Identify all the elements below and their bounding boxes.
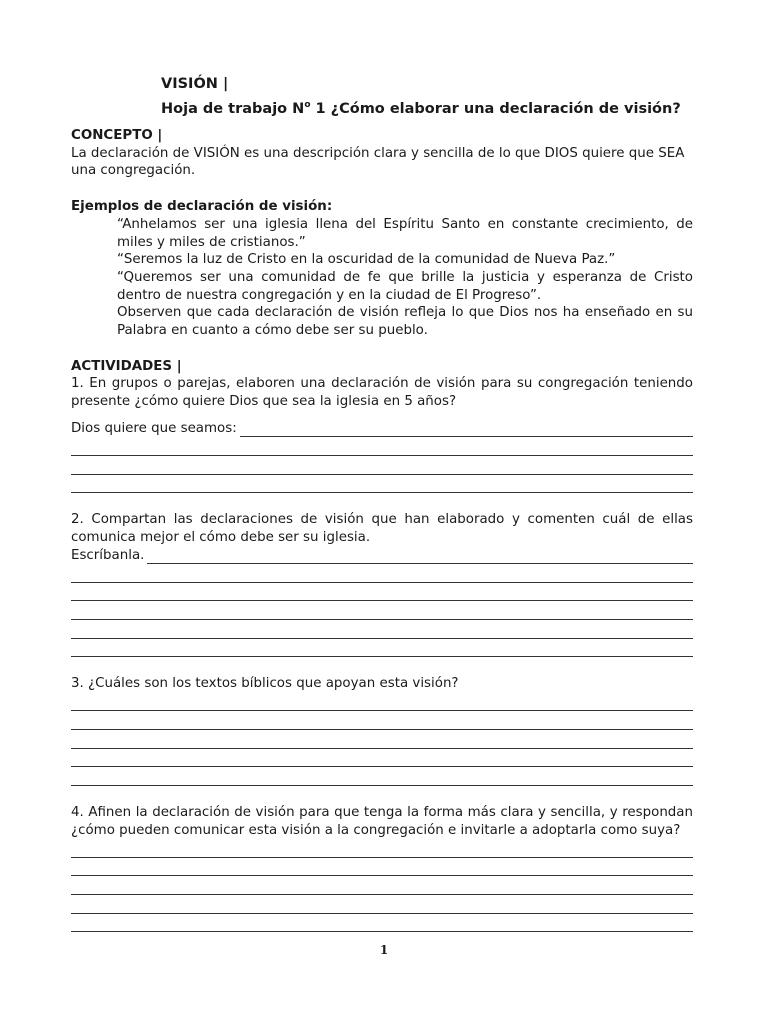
answer-line[interactable] (71, 620, 693, 639)
page-number: 1 (379, 943, 389, 957)
answer-line[interactable] (71, 564, 693, 583)
subtitle-prefix: Hoja de trabajo N (161, 100, 305, 117)
answer-line[interactable] (71, 711, 693, 730)
answer-line[interactable] (71, 583, 693, 602)
subtitle-rest: 1 ¿Cómo elaborar una declaración de visión? (310, 100, 681, 117)
answer-line[interactable] (71, 914, 693, 933)
answer-line[interactable] (71, 437, 693, 456)
ejemplos-note: Observen que cada declaración de visión refleja lo que Dios nos ha enseñado en su Palabra en cuanto a cómo debe ser su pueblo. (117, 305, 693, 339)
answer-line[interactable] (71, 839, 693, 858)
document-title: VISIÓN | (161, 76, 229, 92)
answer-line[interactable] (71, 767, 693, 786)
document-body (71, 127, 693, 932)
concepto-heading: CONCEPTO | (71, 128, 163, 143)
concepto-text: La declaración de VISIÓN es una descripción clara y sencilla de lo que DIOS quiere que SEA una congregación. (71, 145, 685, 179)
answer-line[interactable] (71, 475, 693, 494)
answer-line[interactable] (71, 749, 693, 768)
ejemplo-item: “Anhelamos ser una iglesia llena del Espíritu Santo en constante crecimiento, de miles y miles de cristianos.” (117, 216, 693, 250)
answer-line[interactable] (71, 601, 693, 620)
question-2: 2. Compartan las declaraciones de visión que han elaborado y comenten cuál de ellas comunica mejor el cómo debe ser su iglesia. (71, 512, 693, 545)
answer-line[interactable] (71, 639, 693, 658)
ejemplo-item: “Queremos ser una comunidad de fe que brille la justicia y esperanza de Cristo dentro de nuestra congregación y en la ciudad de El Progreso”. (117, 269, 693, 303)
question-3: 3. ¿Cuáles son los textos bíblicos que apoyan esta visión? (71, 676, 459, 692)
answer-line-2-prompt[interactable] (71, 547, 693, 565)
question-1-prompt: Dios quiere que seamos: (71, 420, 237, 436)
answer-line[interactable] (71, 895, 693, 914)
answer-line[interactable] (71, 730, 693, 749)
answer-line[interactable] (71, 858, 693, 877)
answer-line[interactable] (71, 876, 693, 895)
ejemplo-item: “Seremos la luz de Cristo en la oscuridad de la comunidad de Nueva Paz.” (117, 252, 616, 268)
answer-line-1-prompt[interactable] (71, 420, 693, 438)
question-1: 1. En grupos o parejas, elaboren una declaración de visión para su congregación teniendo presente ¿cómo quiere Dios que sea la iglesia en 5 años? (71, 376, 693, 410)
answer-line[interactable] (71, 693, 693, 712)
question-4: 4. Afinen la declaración de visión para que tenga la forma más clara y sencilla, y respondan ¿cómo pueden comunicar esta visión a la congregación e invitarle a adoptarla como suya? (71, 804, 693, 838)
ejemplos-heading: Ejemplos de declaración de visión: (71, 199, 333, 215)
answer-line[interactable] (71, 456, 693, 475)
ejemplos-list (71, 216, 693, 340)
document-header (161, 74, 681, 120)
question-2-prompt: Escríbanla. (71, 547, 145, 563)
document-subtitle (161, 95, 681, 120)
actividades-heading: ACTIVIDADES | (71, 358, 182, 374)
subtitle-superscript: o (304, 100, 311, 110)
